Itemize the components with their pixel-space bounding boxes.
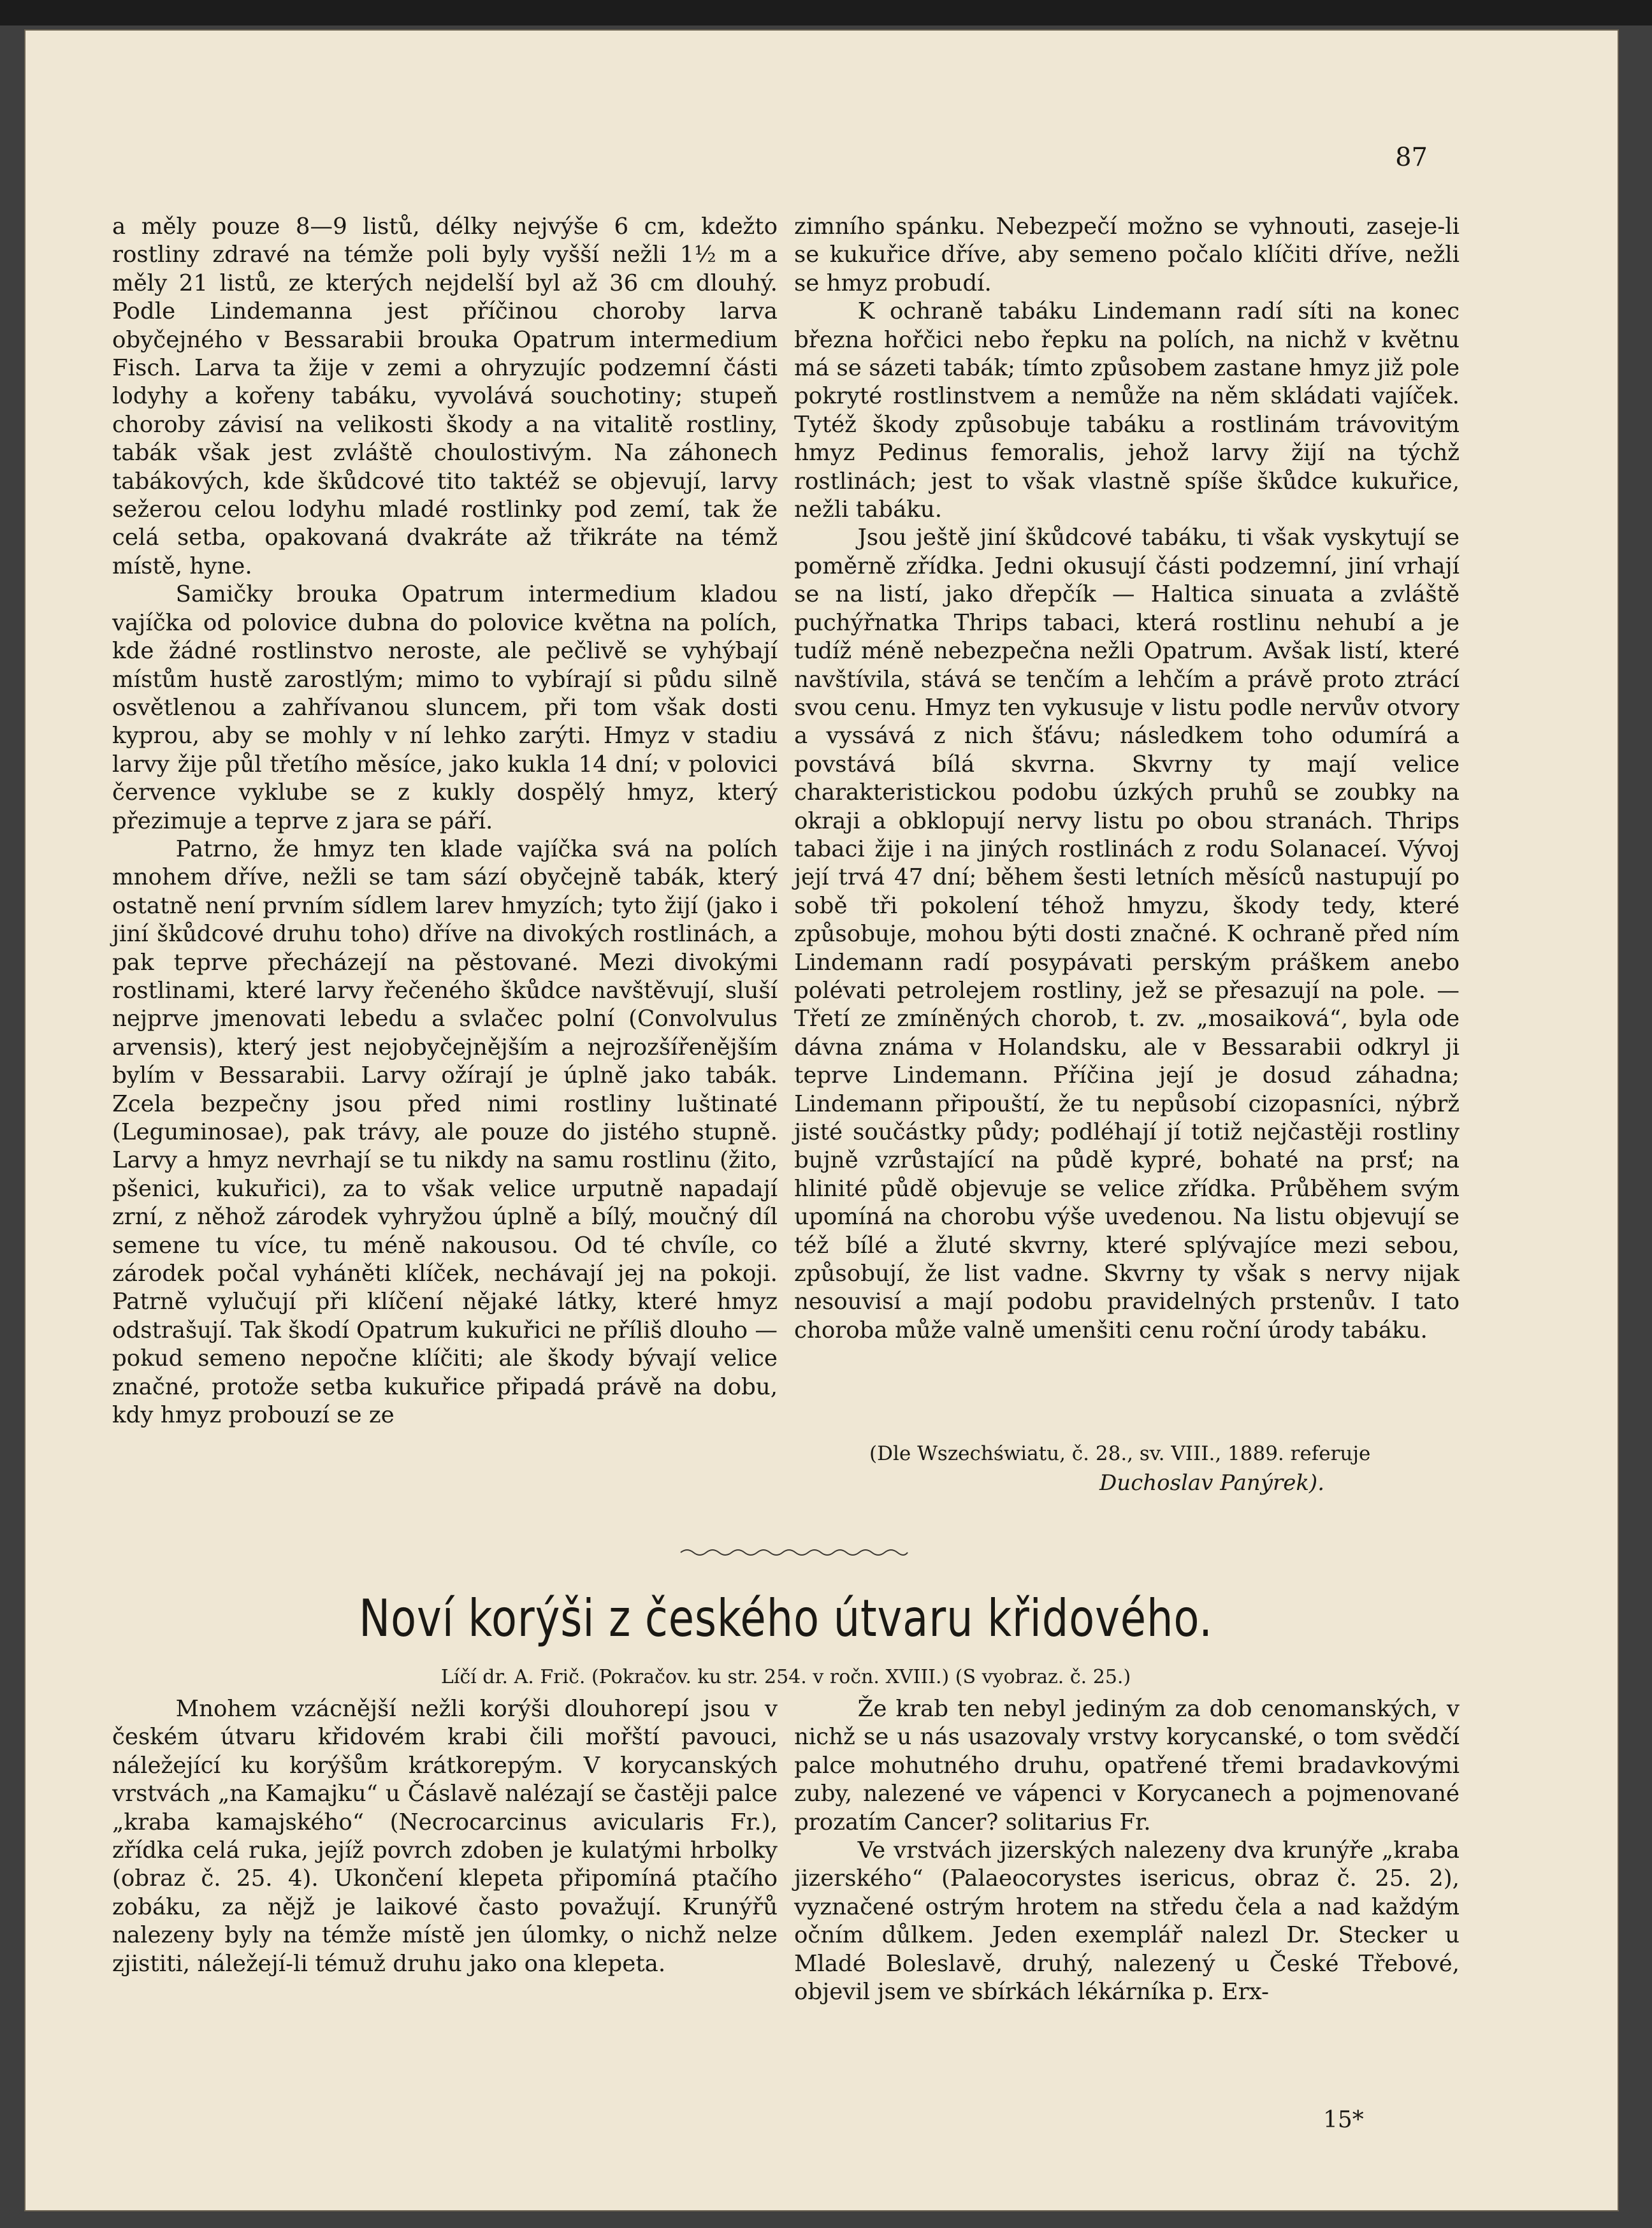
page-number: 87	[1395, 143, 1428, 172]
section-divider-ornament	[679, 1544, 909, 1561]
right-column-top	[794, 213, 1460, 1345]
left-column-top	[112, 213, 778, 1429]
paragraph: zimního spánku. Nebezpečí možno se vyhnouti, zaseje-li se kukuřice dříve, aby semeno počalo klíčiti dříve, nežli se hmyz probudí.	[794, 213, 1460, 296]
paragraph: Ve vrstvách jizerských nalezeny dva krunýře „kraba jizerského“ (Palaeocorystes isericus, obraz č. 25. 2), vyznačené ostrým hrotem na středu čela a nad každým očním důlkem. Jeden exemplář nalezl Dr. Stecker u Mladé Boleslavě, druhý, nalezený u České Třebové, objevil jsem ve sbírkách lékárníka p. Erx-	[794, 1837, 1460, 2006]
reference-author: Duchoslav Panýrek).	[1099, 1470, 1324, 1496]
reference-line: (Dle Wszechświatu, č. 28., sv. VIII., 1889. referuje	[869, 1442, 1371, 1465]
left-column-bottom	[112, 1695, 778, 1978]
paragraph: K ochraně tabáku Lindemann radí síti na konec března hořčici nebo řepku na polích, na nichž v květnu má se sázeti tabák; tímto způsobem zastane hmyz již pole pokryté rostlinstvem a nemůže na něm skládati vajíček. Tytéž škody způsobuje tabáku a rostlinám trávovitým hmyz Pedinus femoralis, jehož larvy žijí na týchž rostlinách; jest to však vlastně spíše škůdce kukuřice, nežli tabáku.	[794, 298, 1460, 523]
paragraph: Jsou ještě jiní škůdcové tabáku, ti však vyskytují se poměrně zřídka. Jedni okusují části podzemní, jiní vrhají se na listí, jako dřepčík — Haltica sinuata a zvláště puchýřnatka Thrips tabaci, která rostlinu nehubí a je tudíž méně nebezpečna nežli Opatrum. Avšak listí, které navštívila, stává se tenčím a lehčím a právě proto ztrácí svou cenu. Hmyz ten vykusuje v listu podle nervův otvory a vyssává z nich šťávu; následkem toho odumírá a povstává bílá skvrna. Skvrny ty mají velice charakteristickou podobu úzkých pruhů se zoubky na okraji a obklopují nervy listu po obou stranách. Thrips tabaci žije i na jiných rostlinách z rodu Solanaceí. Vývoj její trvá 47 dní; během šesti letních měsíců nastupují po sobě tři pokolení téhož hmyzu, škody tedy, které způsobuje, mohou býti dosti značné. K ochraně před ním Lindemann radí posypávati perským práškem anebo polévati petrolejem rostliny, jež se přesazují na pole. — Třetí ze zmíněných chorob, t. zv. „mosaiková“, byla ode dávna známa v Holandsku, ale v Bessarabii odkryl ji teprve Lindemann. Příčina její je dosud záhadna; Lindemann připouští, že tu nepůsobí cizopasníci, nýbrž jisté součástky půdy; podléhají jí totiž nejčastěji rostliny bujně vzrůstající na půdě kypré, bohaté na prsť; na hlinité půdě objevuje se velice zřídka. Průběhem svým upomíná na chorobu výše uvedenou. Na listu objevují se též bílé a žluté skvrny, které splývajíce mezi sebou, způsobují, že list vadne. Skvrny ty však s nervy nijak nesouvisí a mají podobu pravidelných prstenův. I tato choroba může valně umenšiti cenu roční úrody tabáku.	[794, 524, 1460, 1343]
paragraph: Samičky brouka Opatrum intermedium kladou vajíčka od polovice dubna do polovice května na polích, kde žádné rostlinstvo neroste, ale pečlivě se vyhýbají místům hustě zarostlým; mimo to vybírají si půdu silně osvětlenou a zahřívanou sluncem, při tom však dosti kyprou, aby se mohly v ní lehko zarýti. Hmyz v stadiu larvy žije půl třetího měsíce, jako kukla 14 dní; v polovici července vyklube se z kukly dospělý hmyz, který přezimuje a teprve z jara se páří.	[112, 581, 778, 834]
article-title: Noví korýši z českého útvaru křidového.	[359, 1589, 1213, 1648]
document-page	[24, 29, 1619, 2211]
paragraph: a měly pouze 8—9 listů, délky nejvýše 6 cm, kdežto rostliny zdravé na témže poli byly vyšší nežli 1½ m a měly 21 listů, ze kterých nejdelší byl až 36 cm dlouhý. Podle Lindemanna jest příčinou choroby larva obyčejného v Bessarabii brouka Opatrum intermedium Fisch. Larva ta žije v zemi a ohryzujíc podzemní části lodyhy a kořeny tabáku, vyvolává souchotiny; stupeň choroby závisí na velikosti škody a na vitalitě rostliny, tabák však jest zvláště choulostivým. Na záhonech tabákových, kde škůdcové tito taktéž se objevují, larvy sežerou celou lodyhu mladé rostlinky pod zemí, tak že celá setba, opakovaná dvakráte až třikráte na témž místě, hyne.	[112, 213, 778, 579]
paragraph: Patrno, že hmyz ten klade vajíčka svá na polích mnohem dříve, nežli se tam sází obyčejně tabák, který ostatně není prvním sídlem larev hmyzích; tyto žijí (jako i jiní škůdcové druhu toho) dříve na divokých rostlinách, a pak teprve přecházejí na pěstované. Mezi divokými rostlinami, které larvy řečeného škůdce navštěvují, sluší nejprve jmenovati lebedu a svlačec polní (Convolvulus arvensis), který jest nejobyčejnějším a nejrozšířenějším bylím v Bessarabii. Larvy ožírají je úplně jako tabák. Zcela bezpečny jsou před nimi rostliny luštinaté (Leguminosae), pak trávy, ale pouze do jistého stupně. Larvy a hmyz nevrhají se tu nikdy na samu rostlinu (žito, pšenici, kukuřici), za to však velice urputně napadají zrní, z něhož zárodek vyhryžou úplně a bílý, moučný díl semene tu více, tu méně nakousou. Od té chvíle, co zárodek počal vyháněti klíček, nechávají jej na pokoji. Patrně vylučují při klíčení nějaké látky, které hmyz odstrašují. Tak škodí Opatrum kukuřici ne příliš dlouho — pokud semeno nepočne klíčiti; ale škody bývají velice značné, protože setba kukuřice připadá právě na dobu, kdy hmyz probouzí se ze	[112, 836, 778, 1429]
source-reference	[794, 1439, 1460, 1498]
right-column-bottom	[794, 1695, 1460, 2006]
paragraph: Že krab ten nebyl jediným za dob cenomanských, v nichž se u nás usazovaly vrstvy korycanské, o tom svědčí palce mohutného druhu, opatřené třemi bradavkovými zuby, nalezené ve vápenci v Korycanech a pojmenované prozatím Cancer? solitarius Fr.	[794, 1696, 1460, 1835]
scan-border	[0, 0, 1652, 25]
article-byline: Líčí dr. A. Frič. (Pokračov. ku str. 254. v ročn. XVIII.) (S vyobraz. č. 25.)	[440, 1666, 1131, 1688]
signature-mark: 15*	[1323, 2107, 1364, 2133]
paragraph: Mnohem vzácnější nežli korýši dlouhorepí jsou v českém útvaru křidovém krabi čili mořští pavouci, náležející ku korýšům krátkorepým. V korycanských vrstvách „na Kamajku“ u Čáslavě nalézají se častěji palce „kraba kamajského“ (Necrocarcinus avicularis Fr.), zřídka celá ruka, jejíž povrch zdoben je kulatými hrbolky (obraz č. 25. 4). Ukončení klepeta připomíná ptačího zobáku, za nějž je laikové často považují. Krunýřů nalezeny byly na témže místě jen úlomky, o nichž nelze zjistiti, náležejí-li témuž druhu jako ona klepeta.	[112, 1696, 778, 1977]
